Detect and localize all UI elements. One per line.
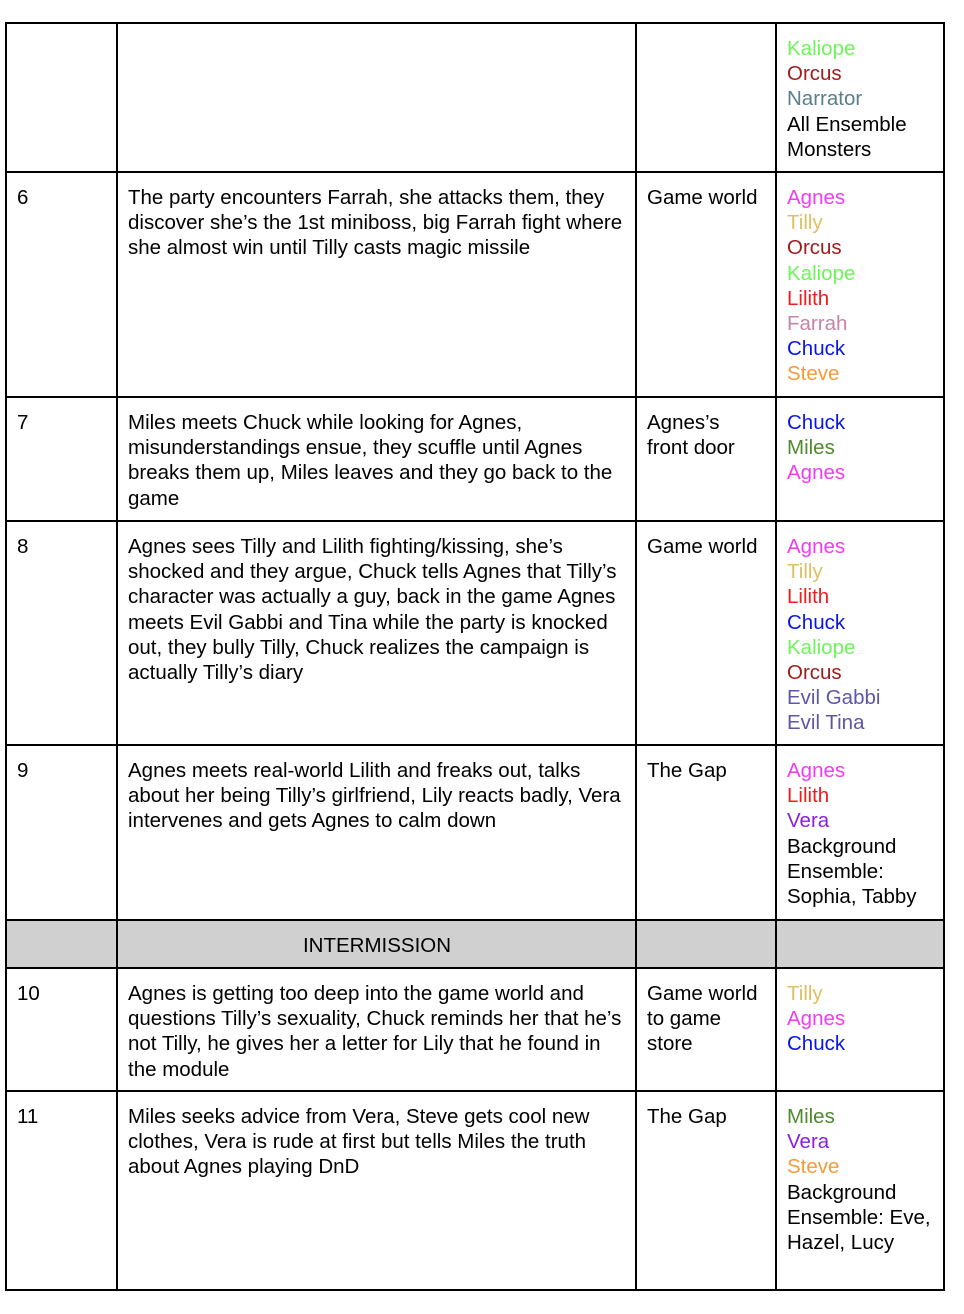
scene-summary — [117, 23, 636, 172]
scene-row — [6, 23, 944, 172]
character-name: Orcus — [787, 236, 842, 260]
scene-location: Game world — [636, 172, 776, 397]
scene-number: 10 — [6, 968, 117, 1091]
scene-location: Game world — [636, 521, 776, 745]
character-name: Agnes — [787, 186, 846, 209]
character-name: Miles — [787, 1105, 835, 1128]
intermission-characters-cell — [776, 920, 944, 968]
character-name: Chuck — [787, 337, 846, 361]
scene-characters — [776, 968, 944, 1091]
scene-table-body — [6, 23, 944, 1290]
scene-characters — [776, 23, 944, 172]
character-name: Steve — [787, 362, 840, 386]
scene-number: 9 — [6, 745, 117, 920]
character-name: Tilly — [787, 560, 823, 584]
scene-summary: Agnes is getting too deep into the game world and questions Tilly’s sexuality, Chuck reminds her that he’s not Tilly, he gives her a letter for Lily that he found in the module — [117, 968, 636, 1091]
character-name: Chuck — [787, 610, 846, 634]
scene-row — [6, 745, 944, 920]
scene-number: 11 — [6, 1091, 117, 1290]
character-name: Lilith — [787, 286, 830, 310]
scene-location: Game world to game store — [636, 968, 776, 1091]
character-name: Kaliope — [787, 261, 856, 285]
scene-number — [6, 23, 117, 172]
scene-characters — [776, 521, 944, 745]
scene-number: 8 — [6, 521, 117, 745]
character-name: Kaliope — [787, 635, 856, 659]
scene-table — [5, 22, 945, 1291]
scene-characters — [776, 745, 944, 920]
scene-characters — [776, 397, 944, 521]
character-name: Farrah — [787, 312, 848, 336]
character-name: Vera — [787, 1130, 830, 1154]
character-name: Lilith — [787, 585, 830, 609]
scene-location: The Gap — [636, 1091, 776, 1290]
scene-summary: Agnes sees Tilly and Lilith fighting/kissing, she’s shocked and they argue, Chuck tells Agnes that Tilly’s character was actually a guy, back in the game Agnes meets Evil Gabbi and Tina while the party is knocked out, they bully Tilly, Chuck realizes the campaign is actually Tilly’s diary — [117, 521, 636, 745]
character-name: Lilith — [787, 784, 830, 808]
character-name: Chuck — [787, 1032, 846, 1056]
scene-row — [6, 397, 944, 521]
character-name: Narrator — [787, 87, 863, 111]
scene-row — [6, 1091, 944, 1290]
scene-row — [6, 172, 944, 397]
character-name: All Ensemble Monsters — [787, 112, 907, 161]
scene-row — [6, 968, 944, 1091]
scene-location: The Gap — [636, 745, 776, 920]
scene-summary: Miles seeks advice from Vera, Steve gets cool new clothes, Vera is rude at first but tells Miles the truth about Agnes playing DnD — [117, 1091, 636, 1290]
intermission-number-cell — [6, 920, 117, 968]
character-name: Agnes — [787, 1007, 846, 1031]
character-name: Agnes — [787, 535, 846, 558]
scene-number: 7 — [6, 397, 117, 521]
character-name: Evil Gabbi — [787, 686, 881, 710]
character-name: Tilly — [787, 982, 823, 1005]
character-name: Kaliope — [787, 37, 856, 60]
scene-location: Agnes’s front door — [636, 397, 776, 521]
character-name: Agnes — [787, 461, 846, 485]
character-name: Vera — [787, 809, 830, 833]
scene-summary: The party encounters Farrah, she attacks them, they discover she’s the 1st miniboss, big Farrah fight where she almost win until Tilly casts magic missile — [117, 172, 636, 397]
character-name: Agnes — [787, 759, 846, 782]
character-name: Steve — [787, 1155, 840, 1179]
intermission-label: INTERMISSION — [117, 920, 636, 968]
scene-summary: Agnes meets real-world Lilith and freaks out, talks about her being Tilly’s girlfriend, Lily reacts badly, Vera intervenes and gets Agnes to calm down — [117, 745, 636, 920]
scene-summary: Miles meets Chuck while looking for Agnes, misunderstandings ensue, they scuffle until Agnes breaks them up, Miles leaves and they go back to the game — [117, 397, 636, 521]
scene-row — [6, 521, 944, 745]
character-name: Orcus — [787, 62, 842, 86]
character-name: Orcus — [787, 661, 842, 685]
character-name: Tilly — [787, 211, 823, 235]
character-name: Background Ensemble: Sophia, Tabby — [787, 834, 917, 909]
character-name: Evil Tina — [787, 711, 865, 735]
character-name: Chuck — [787, 411, 846, 434]
intermission-location-cell — [636, 920, 776, 968]
intermission-row — [6, 920, 944, 968]
scene-number: 6 — [6, 172, 117, 397]
scene-characters — [776, 172, 944, 397]
character-name: Miles — [787, 436, 835, 460]
scene-characters — [776, 1091, 944, 1290]
character-name: Background Ensemble: Eve, Hazel, Lucy — [787, 1180, 931, 1255]
scene-location — [636, 23, 776, 172]
